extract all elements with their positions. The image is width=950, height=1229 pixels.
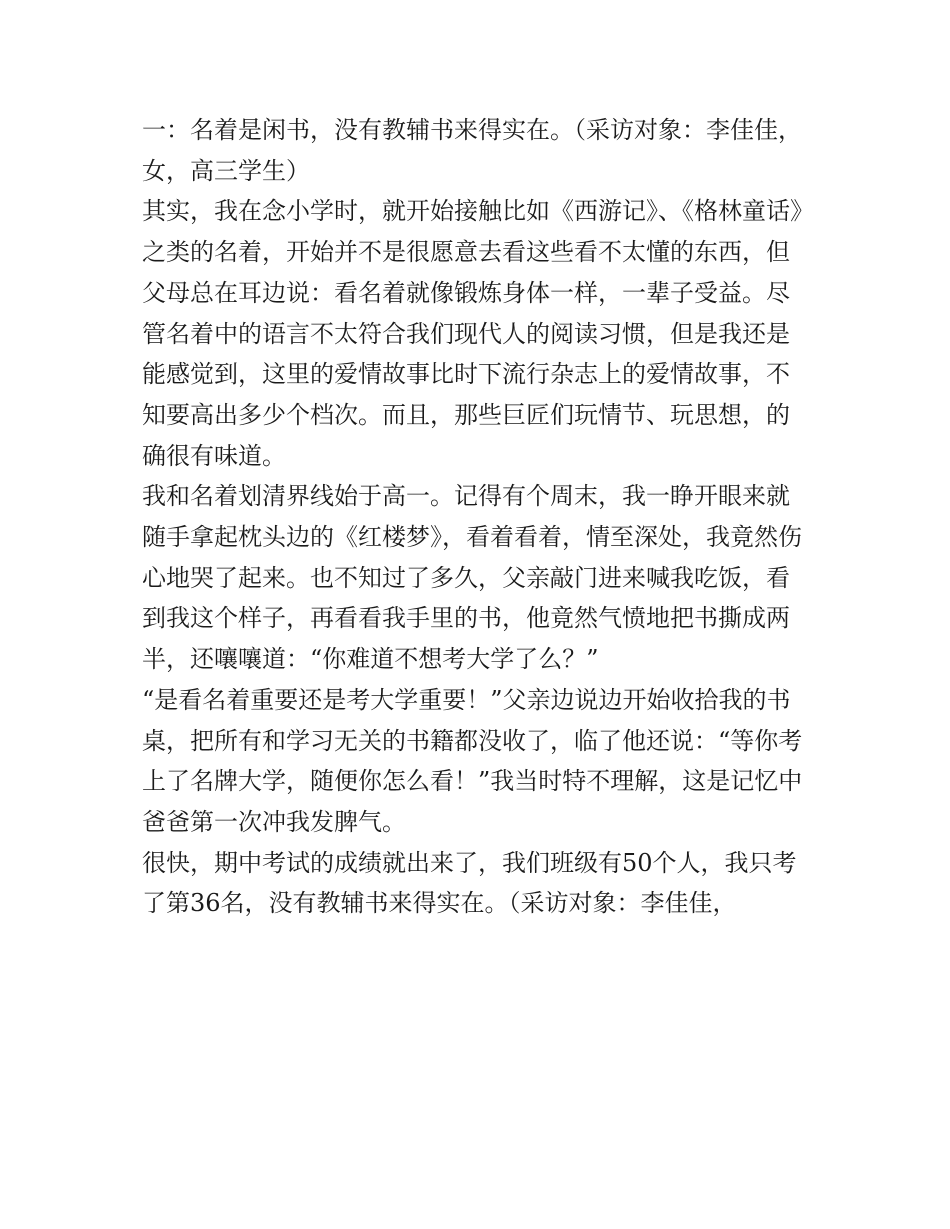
paragraph: 其实，我在念小学时，就开始接触比如《西游记》、《格林童话》之类的名着，开始并不是很愿意去看这些看不太懂的东西，但父母总在耳边说：看名着就像锻炼身体一样，一辈子受益。尽管名着中的语言不太符合我们现代人的阅读习惯，但是我还是能感觉到，这里的爱情故事比时下流行杂志上的爱情故事，不知要高出多少个档次。而且，那些巨匠们玩情节、玩思想，的确很有味道。 bbox=[142, 197, 802, 470]
document-body bbox=[142, 110, 812, 924]
paragraph: 我和名着划清界线始于高一。记得有个周末，我一睁开眼来就随手拿起枕头边的《红楼梦》，看着看着，情至深处，我竟然伤心地哭了起来。也不知过了多久，父亲敲门进来喊我吃饭，看到我这个样子，再看看我手里的书，他竟然气愤地把书撕成两半，还嚷嚷道：“你难道不想考大学了么？” bbox=[142, 482, 802, 674]
paragraph: 很快，期中考试的成绩就出来了，我们班级有50个人，我只考了第36名，没有教辅书来得实在。（采访对象：李佳佳， bbox=[142, 848, 797, 918]
paragraph: “是看名着重要还是考大学重要！”父亲边说边开始收拾我的书桌，把所有和学习无关的书籍都没收了，临了他还说：“等你考上了名牌大学，随便你怎么看！”我当时特不理解，这是记忆中爸爸第一次冲我发脾气。 bbox=[142, 685, 803, 836]
paragraph-heading: 一：名着是闲书，没有教辅书来得实在。（采访对象：李佳佳，女，高三学生） bbox=[142, 116, 802, 185]
